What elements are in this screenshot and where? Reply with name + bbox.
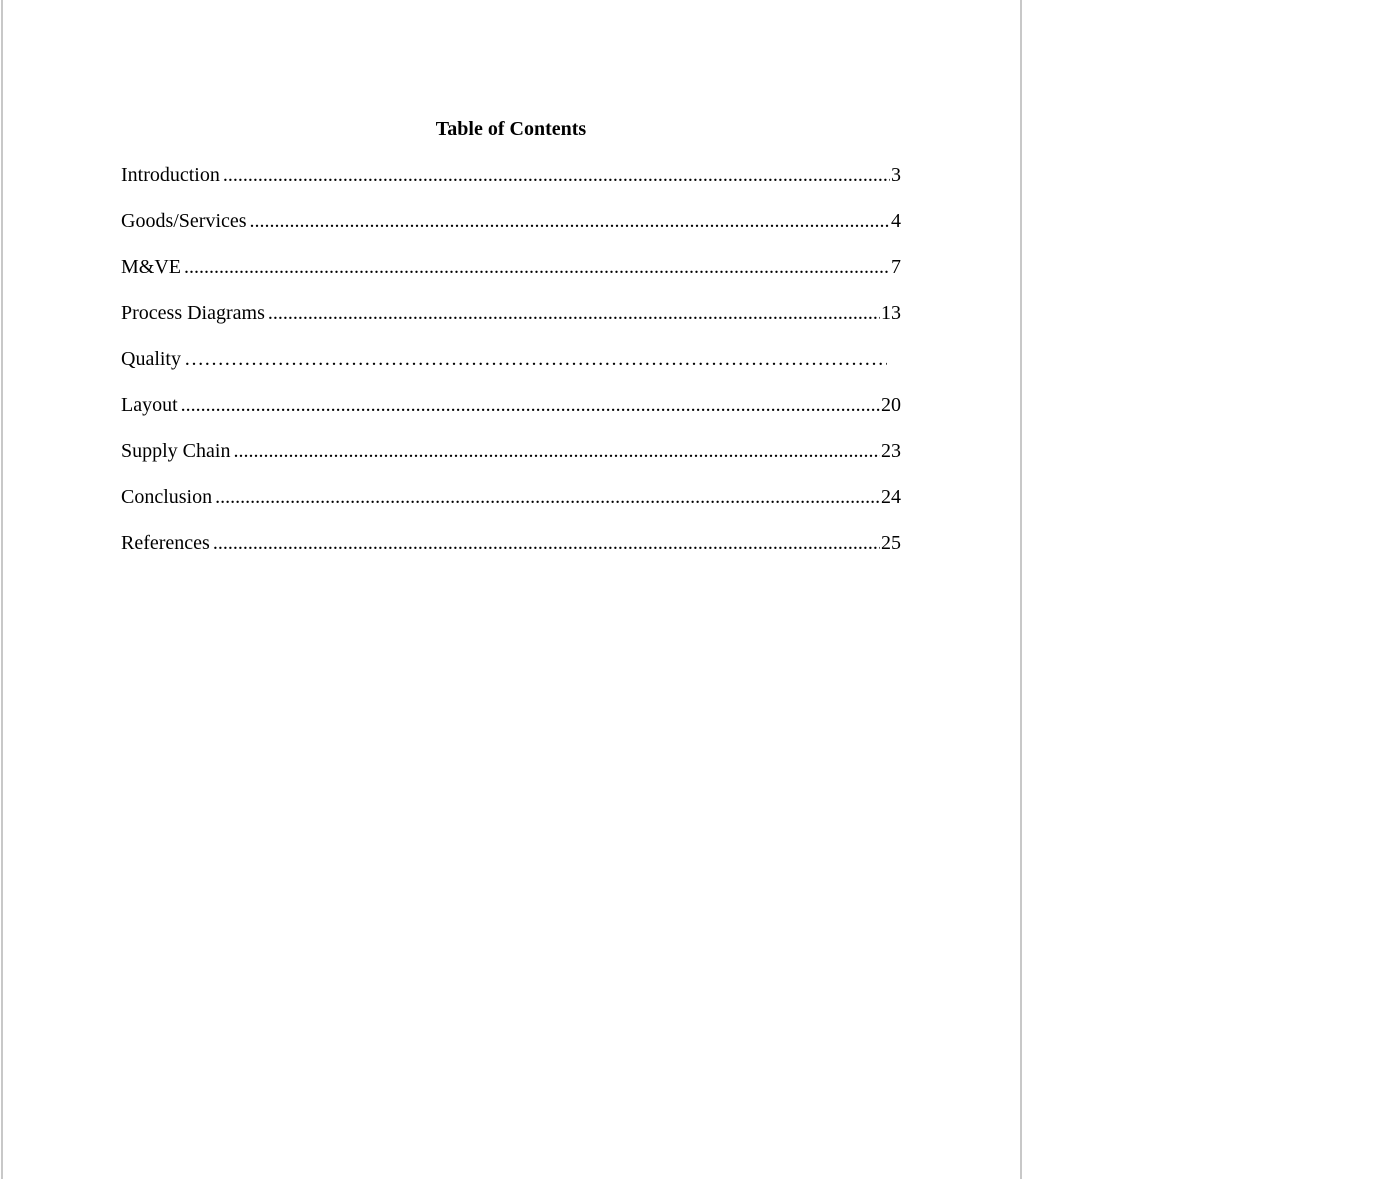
toc-dot-leader <box>181 394 880 417</box>
toc-entry[interactable] <box>121 532 901 578</box>
toc-entry-label: Conclusion <box>121 486 213 508</box>
page-right-border <box>1020 0 1022 1179</box>
toc-entry-label: Goods/Services <box>121 210 247 232</box>
toc-entry-page-number: 23 <box>881 440 901 462</box>
toc-dot-leader <box>250 210 890 233</box>
toc-entry-label: References <box>121 532 210 554</box>
toc-entry[interactable] <box>121 486 901 532</box>
toc-entry[interactable] <box>121 256 901 302</box>
toc-entry-label: Supply Chain <box>121 440 231 462</box>
toc-entry-page-number: 25 <box>881 532 901 554</box>
toc-entry-page-number: 20 <box>881 394 901 416</box>
document-page <box>3 0 1020 1179</box>
toc-entry-label: Process Diagrams <box>121 302 265 324</box>
toc-entry[interactable] <box>121 210 901 256</box>
toc-entry-page-number: 7 <box>891 256 901 278</box>
toc-entry[interactable] <box>121 348 901 394</box>
toc-entry-label: Introduction <box>121 164 220 186</box>
toc-dot-leader <box>233 440 880 463</box>
toc-entry-label: Layout <box>121 394 178 416</box>
toc-title: Table of Contents <box>435 118 587 140</box>
toc-entry-page-number: 13 <box>881 302 901 324</box>
toc-dot-leader <box>184 348 887 371</box>
toc-entry-page-number: 24 <box>881 486 901 508</box>
toc-entry[interactable] <box>121 394 901 440</box>
toc-dot-leader <box>223 164 890 187</box>
toc-entry-label: Quality <box>121 348 181 370</box>
toc-entry[interactable] <box>121 302 901 348</box>
toc-dot-leader <box>184 256 890 279</box>
toc-entry-page-number: 3 <box>891 164 901 186</box>
toc-list <box>121 164 901 578</box>
toc-dot-leader <box>268 302 880 325</box>
toc-entry-label: M&VE <box>121 256 181 278</box>
toc-entry[interactable] <box>121 164 901 210</box>
toc-entry[interactable] <box>121 440 901 486</box>
toc-entry-page-number: 4 <box>891 210 901 232</box>
toc-dot-leader <box>215 486 880 509</box>
toc-dot-leader <box>213 532 880 555</box>
